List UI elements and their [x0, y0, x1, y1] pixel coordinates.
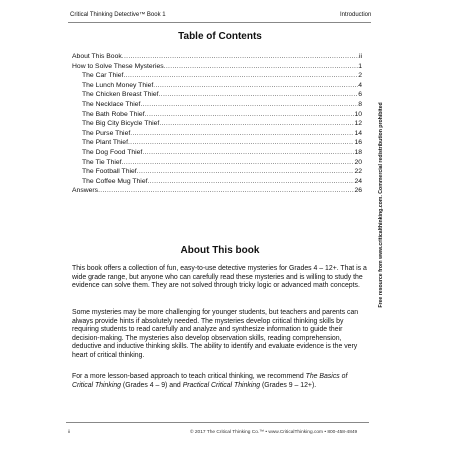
toc-leader-dots [122, 158, 355, 168]
running-header-section: Introduction [340, 12, 372, 18]
toc-entry-label: The Coffee Mug Thief [82, 177, 148, 185]
footer-divider [66, 422, 369, 423]
toc-leader-dots [159, 119, 354, 129]
toc-entry-label: The Car Thief [82, 72, 124, 80]
toc-entry [72, 177, 362, 187]
toc-entry-page: 14 [354, 129, 362, 137]
toc-leader-dots [137, 167, 355, 177]
toc-entry [72, 119, 362, 129]
toc-title: Table of Contents [178, 31, 262, 42]
toc-entry-label: The Plant Thief [82, 139, 128, 147]
toc-leader-dots [142, 148, 354, 158]
toc-leader-dots [164, 62, 359, 72]
copyright-side-note: Free resource from www.criticalthinking.com. Commercial redistribution prohibited [378, 102, 384, 308]
toc-entry [72, 110, 362, 120]
toc-entry-page: 16 [354, 139, 362, 147]
book-title-practical: Practical Critical Thinking [182, 381, 261, 389]
header-divider [68, 22, 371, 23]
toc-entry-page: 6 [358, 91, 362, 99]
toc-leader-dots [145, 110, 355, 120]
toc-entry-page: 8 [358, 100, 362, 108]
table-of-contents [72, 52, 362, 196]
toc-entry-page: 1 [358, 62, 362, 70]
toc-entry-label: The Purse Thief [82, 129, 131, 137]
toc-entry [72, 148, 362, 158]
toc-leader-dots [159, 90, 359, 100]
toc-entry [72, 129, 362, 139]
toc-entry-page: 26 [354, 187, 362, 195]
toc-entry-label: The Necklace Thief [82, 100, 141, 108]
toc-entry-page: 20 [354, 158, 362, 166]
toc-entry-label: The Dog Food Thief [82, 148, 143, 156]
toc-entry [72, 90, 362, 100]
toc-entry-page: 22 [354, 168, 362, 176]
toc-entry [72, 158, 362, 168]
toc-leader-dots [123, 71, 358, 81]
toc-entry [72, 81, 362, 91]
toc-leader-dots [98, 186, 354, 196]
toc-entry [72, 186, 362, 196]
toc-entry-label: The Football Thief [82, 168, 137, 176]
toc-leader-dots [140, 100, 358, 110]
about-paragraph-2: Some mysteries may be more challenging for younger students, but teachers and parents can always provide hints if absolutely needed. The mysteries develop critical thinking skills by requiring students to read carefully and analyze and synthesize information to guide their decision-making. The mysteries also develop observation skills, reading comprehension, deductive and inductive thinking skills. The ability to identify and evaluate evidence is the very heart of critical thinking. [72, 309, 359, 359]
toc-entry [72, 52, 362, 62]
toc-entry-label: The Lunch Money Thief [82, 81, 154, 89]
toc-leader-dots [130, 129, 354, 139]
footer-copyright: © 2017 The Critical Thinking Co.™ • www.CriticalThinking.com • 800-458-4849 [190, 430, 358, 435]
p3-text-1: For a more lesson-based approach to teach critical thinking, we recommend [72, 373, 306, 380]
toc-entry [72, 100, 362, 110]
toc-entry-label: How to Solve These Mysteries [72, 62, 164, 70]
book-title-basics: The Basics of Critical Thinking [72, 373, 348, 389]
about-paragraph-3 [72, 373, 368, 390]
toc-entry-label: The Big City Bicycle Thief [82, 120, 160, 128]
toc-entry-page: 18 [354, 148, 362, 156]
p3-text-3: (Grades 9 – 12+). [260, 381, 317, 389]
toc-entry-label: The Tie Thief [82, 158, 122, 166]
toc-leader-dots [128, 138, 354, 148]
toc-entry-label: About This Book [72, 53, 122, 60]
toc-entry-label: Answers [72, 187, 99, 195]
toc-entry-page: 4 [358, 81, 362, 89]
toc-entry [72, 138, 362, 148]
page-number: ii [68, 430, 71, 435]
about-title: About This book [180, 245, 260, 256]
toc-entry-label: The Chicken Breast Thief [82, 91, 159, 99]
p3-text-2: (Grades 4 – 9) and [121, 381, 183, 389]
toc-entry [72, 167, 362, 177]
toc-entry-page: 12 [354, 120, 362, 128]
toc-entry-page: 2 [358, 72, 362, 80]
toc-entry-page: 24 [354, 177, 362, 185]
about-paragraph-1: This book offers a collection of fun, easy-to-use detective mysteries for Grades 4 – 12+. That is a wide grade range, but anyone who can carefully read these mysteries and is willing to study the evidence can solve them. They are not solved through tricky logic or advanced math concepts. [72, 265, 367, 290]
toc-entry-label: The Bath Robe Thief [82, 110, 145, 118]
toc-entry-page: 10 [354, 110, 362, 118]
toc-leader-dots [122, 52, 359, 62]
running-header-title: Critical Thinking Detective™ Book 1 [70, 12, 166, 18]
toc-entry-page: ii [358, 53, 362, 60]
toc-leader-dots [153, 81, 358, 91]
toc-entry [72, 71, 362, 81]
toc-leader-dots [148, 177, 355, 187]
toc-entry [72, 62, 362, 72]
